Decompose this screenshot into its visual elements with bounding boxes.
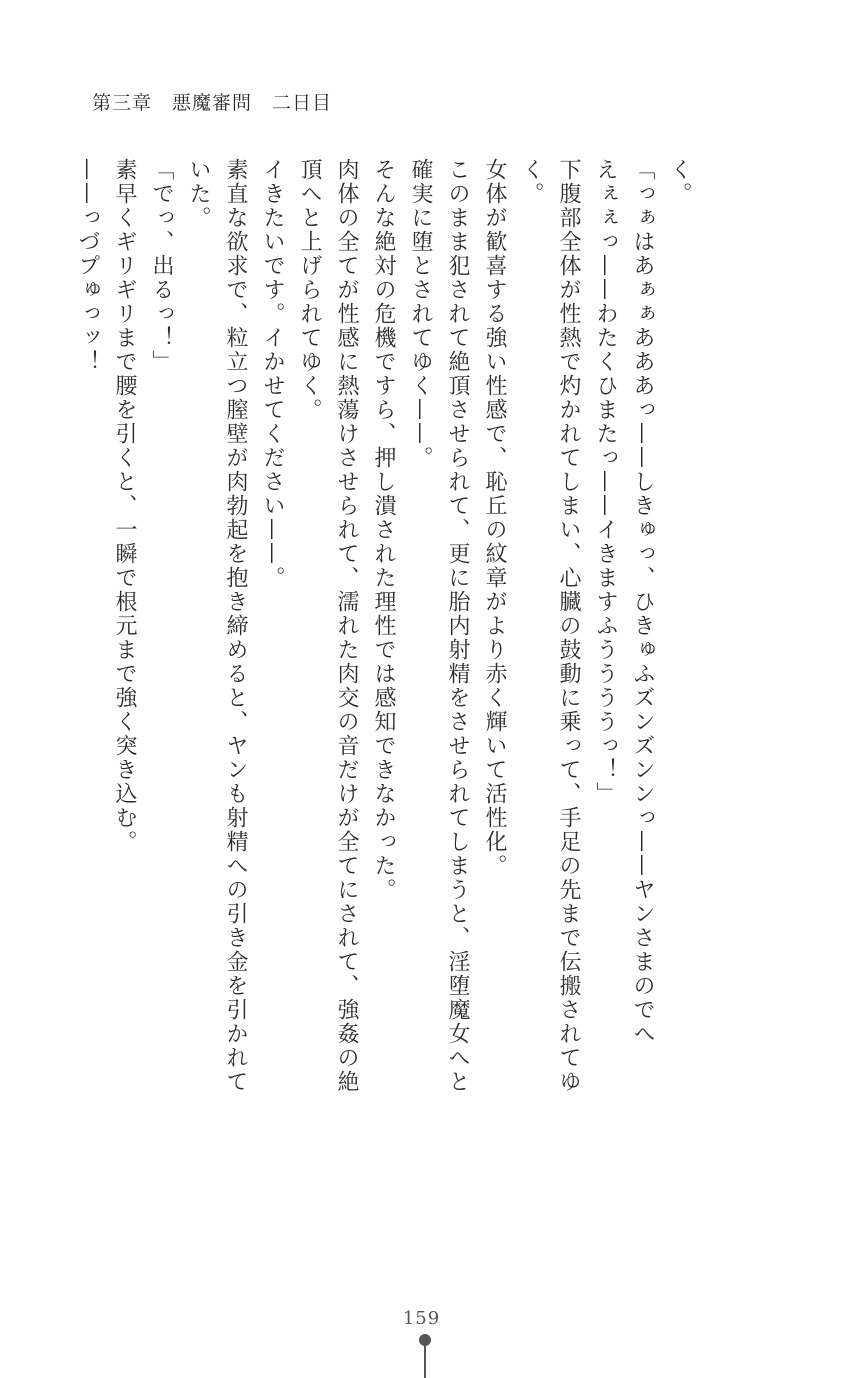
body-line: 肉体の全てが性感に熱蕩けさせられて、濡れた肉交の音だけが全てにされて、強姦の絶 [334, 158, 359, 1094]
body-line: えぇぇっ——わたくひまたっ——イきますふううううっ！」 [593, 158, 618, 806]
body-line: 「っぁはあぁぁあああっ——しきゅっ、ひきゅふズンズンンっ——ヤンさまのでへ [630, 158, 655, 1046]
body-line: このまま犯されて絶頂させられて、更に胎内射精をさせられてしまうと、淫堕魔女へと [445, 158, 470, 1094]
body-line: 確実に堕とされてゆく——。 [408, 158, 433, 470]
body-line: 女体が歓喜する強い性感で、恥丘の紋章がより赤く輝いて活性化。 [482, 158, 507, 878]
page-marker-dot [419, 1334, 431, 1346]
body-line: く。 [667, 158, 692, 206]
running-head: 第三章 悪魔審問 二日目 [92, 92, 333, 114]
body-line: イきたいです。イかせてください——。 [260, 158, 285, 590]
page-number: 159 [402, 1308, 441, 1329]
body-line: く。 [519, 158, 544, 206]
body-line: ——っづプゅっッ！ [75, 158, 100, 374]
body-line: 下腹部全体が性熱で灼かれてしまい、心臓の鼓動に乗って、手足の先まで伝搬されてゆ [556, 158, 581, 1094]
body-line: そんな絶対の危機ですら、押し潰された理性では感知できなかった。 [371, 158, 396, 902]
body-line: いた。 [186, 158, 211, 230]
body-line: 「でっ、出るっ！」 [149, 158, 174, 374]
body-text [75, 158, 698, 1118]
body-line: 素早くギリギリまで腰を引くと、一瞬で根元まで強く突き込む。 [112, 158, 137, 854]
body-line: 素直な欲求で、粒立つ膣壁が肉勃起を抱き締めると、ヤンも射精への引き金を引かれて [223, 158, 248, 1094]
body-line: 頂へと上げられてゆく。 [297, 158, 322, 422]
page-marker-line [424, 1346, 426, 1378]
